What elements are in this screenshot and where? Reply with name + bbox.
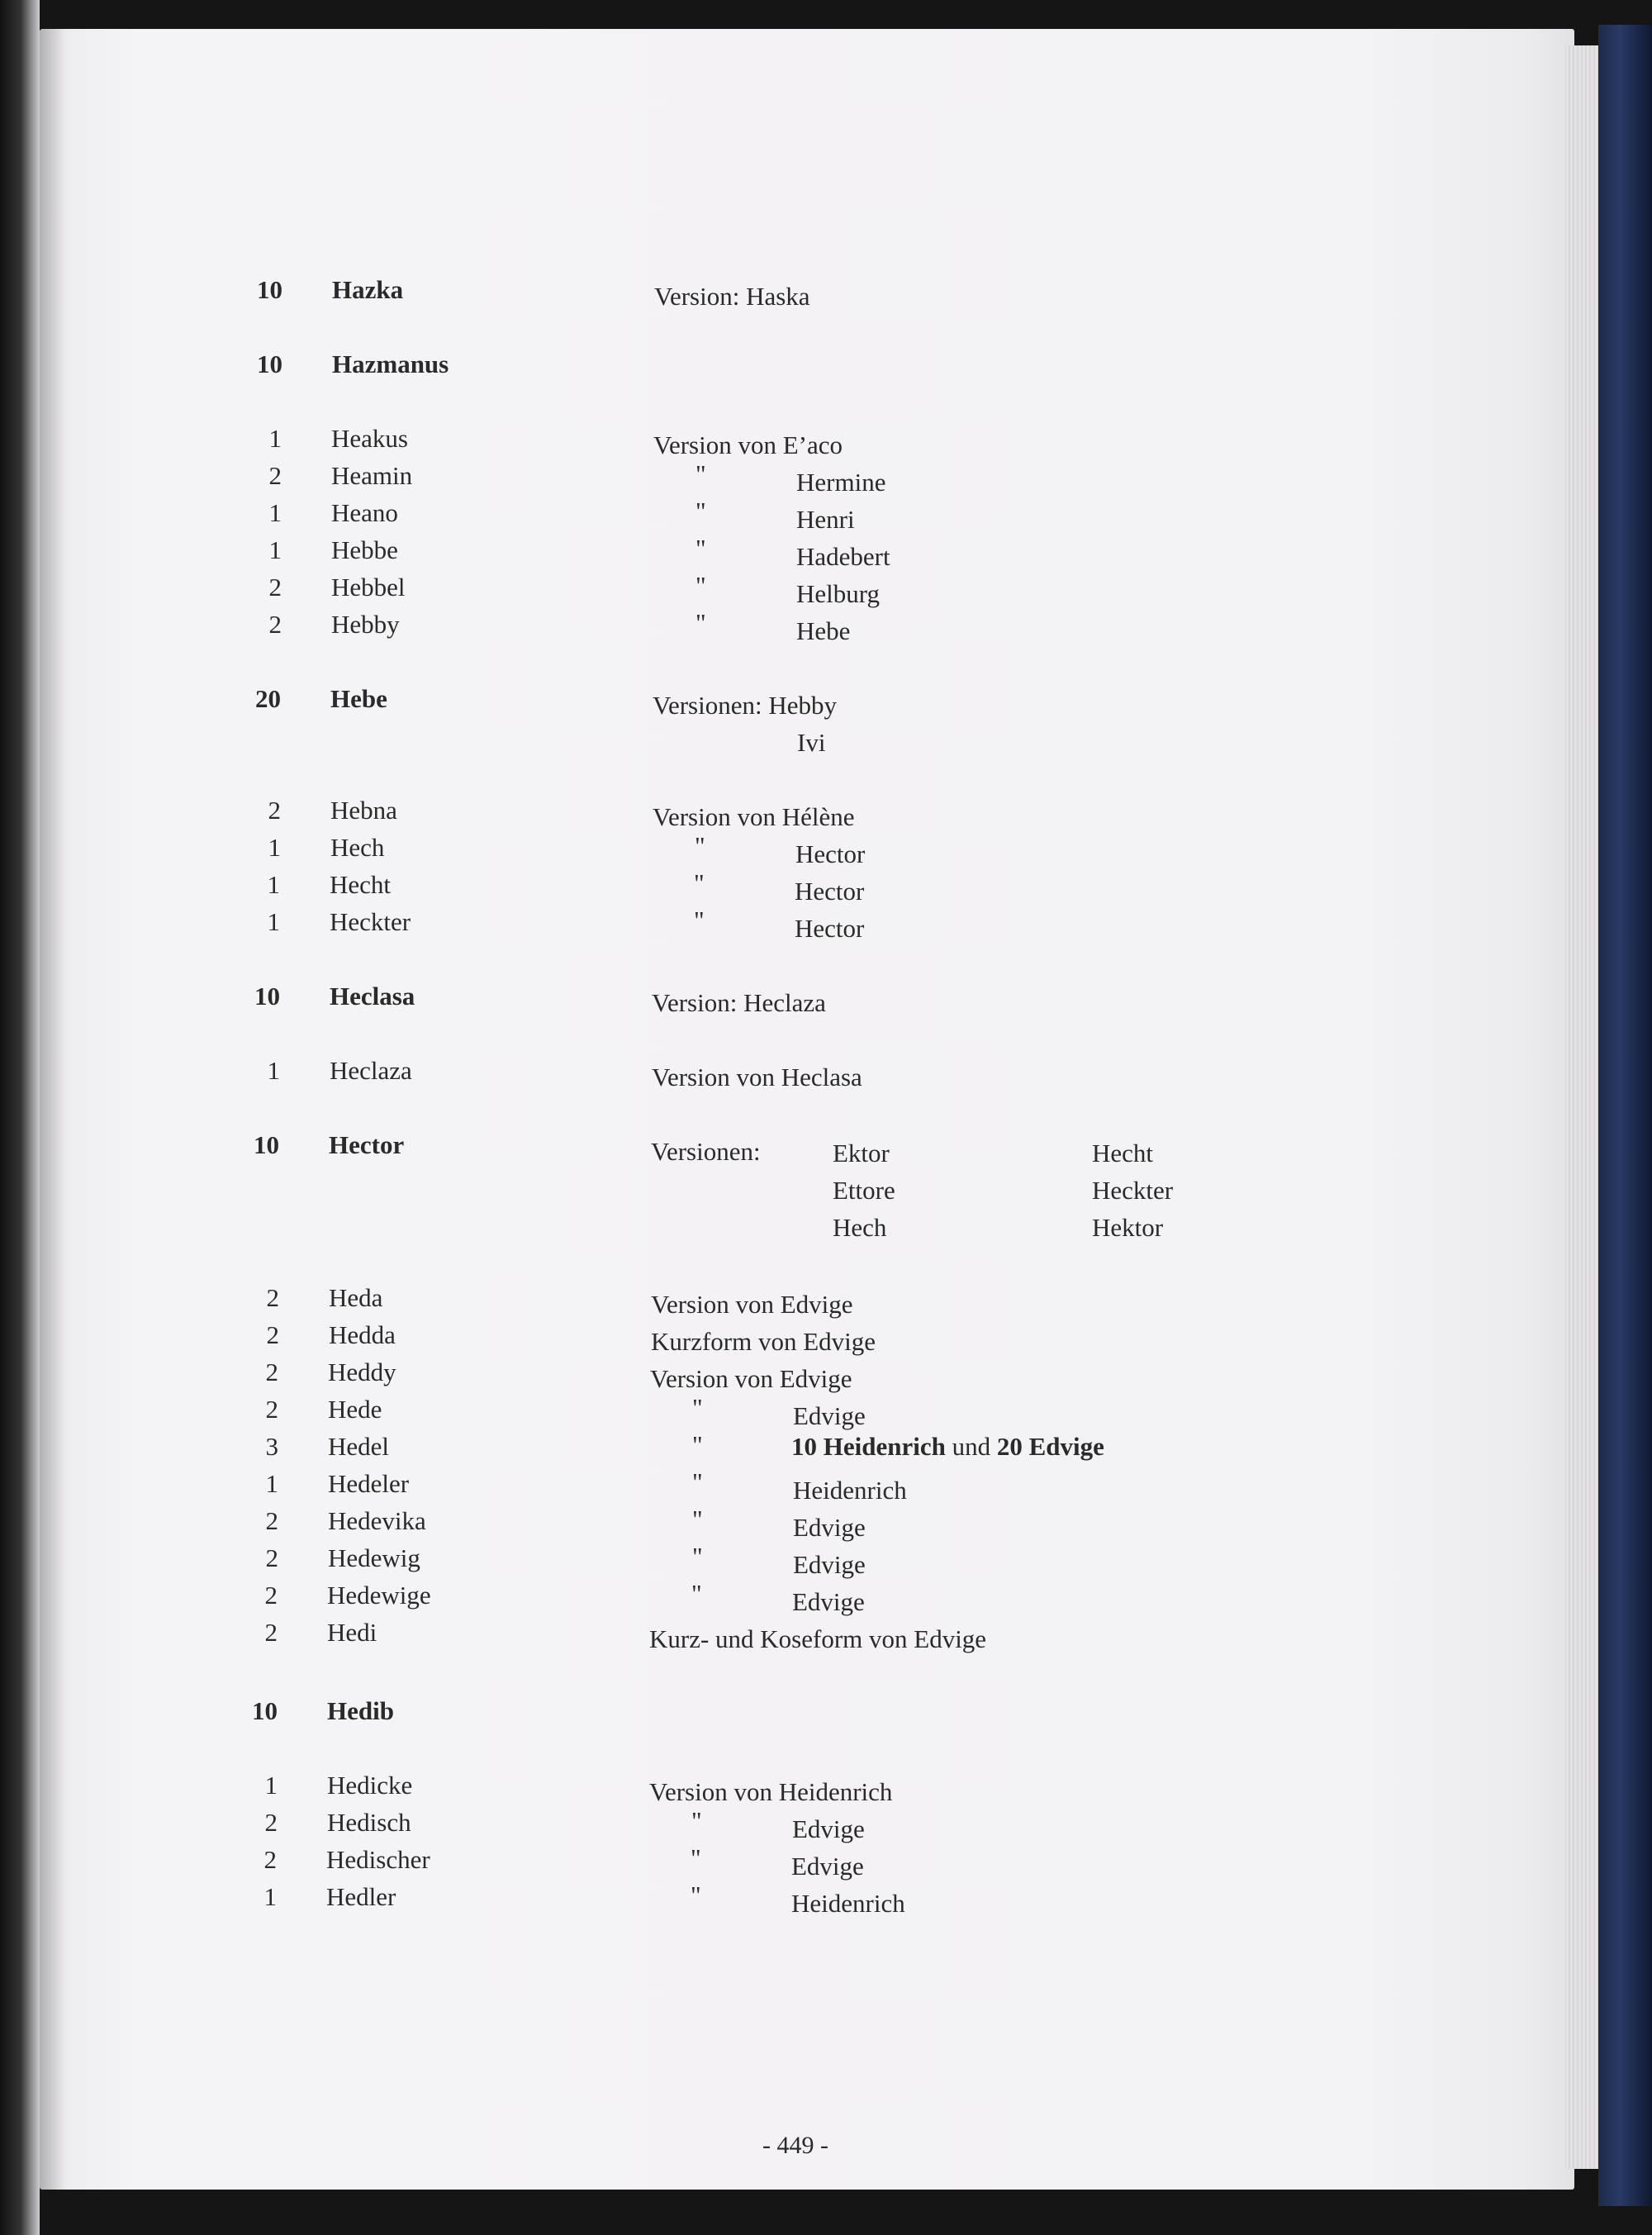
entry-name: Hede: [328, 1395, 382, 1424]
entry-name: Hedi: [327, 1618, 377, 1647]
entry-name: Hebbel: [331, 573, 406, 602]
entry-name: Heclaza: [330, 1056, 412, 1085]
entry-name: Hebby: [331, 610, 400, 639]
ditto-mark: ": [692, 1467, 703, 1496]
ditto-mark: ": [695, 534, 706, 563]
gutter-shadow: [40, 29, 64, 2190]
entry-count: 1: [265, 1469, 278, 1498]
ditto-mark: ": [694, 868, 705, 897]
entry-name: Hedisch: [327, 1808, 411, 1837]
entry-name: Hedewige: [327, 1581, 431, 1610]
entry-info: Henri: [796, 505, 855, 534]
entry-name: Hedeler: [328, 1469, 410, 1498]
entry-info: Version von Heclasa: [652, 1063, 862, 1091]
entry-name: Heano: [331, 498, 398, 527]
book-binding-left: [0, 0, 40, 2235]
hector-version-4: Hecht: [1092, 1139, 1154, 1167]
ditto-mark: ": [691, 1579, 702, 1608]
page-number: - 449 -: [762, 2132, 828, 2159]
entry-name: Hedel: [328, 1432, 390, 1461]
entry-name: Heamin: [331, 461, 413, 490]
entry-info: Version von Heidenrich: [649, 1777, 893, 1806]
entry-info: Edvige: [792, 1814, 865, 1843]
entry-info: Hermine: [796, 468, 886, 497]
entry-info: Version: Heclaza: [652, 988, 826, 1017]
entry-name: Hazmanus: [332, 350, 449, 378]
entry-count: 20: [255, 684, 281, 713]
ditto-mark: ": [695, 571, 706, 600]
entry-info: Version: Haska: [654, 282, 810, 311]
entry-name: Heda: [329, 1283, 383, 1312]
entry-count: 10: [252, 1696, 278, 1725]
entry-info: Edvige: [791, 1852, 864, 1881]
entry-info: Versionen:: [651, 1137, 761, 1166]
entry-count: 10: [257, 350, 282, 378]
ditto-mark: ": [694, 906, 705, 934]
entry-name: Hedevika: [328, 1506, 426, 1535]
ditto-mark: ": [695, 497, 706, 525]
entry-info: Hadebert: [796, 542, 890, 571]
entry-info: Edvige: [793, 1401, 866, 1430]
entry-info: Helburg: [796, 579, 881, 608]
page-edges: [1565, 45, 1598, 2169]
ditto-mark: ": [695, 459, 706, 488]
entry-name: Hecht: [330, 870, 392, 899]
entry-info: Hebe: [796, 616, 851, 645]
entry-count: 2: [264, 1618, 278, 1647]
entry-info: Version von Hélène: [653, 802, 855, 831]
hector-version-3: Hech: [833, 1213, 887, 1242]
ditto-mark: ": [691, 1843, 701, 1872]
entry-count: 1: [268, 498, 282, 527]
entry-count: 1: [268, 833, 281, 862]
entry-info: Edvige: [793, 1513, 866, 1542]
entry-count: 1: [268, 535, 282, 564]
hedel-detail-part1: 10 Heidenrich: [791, 1432, 946, 1461]
entry-count: 10: [254, 982, 280, 1011]
entry-count: 2: [266, 1320, 279, 1349]
entry-info: Edvige: [792, 1587, 865, 1616]
entry-count: 10: [257, 275, 282, 304]
entry-count: 1: [268, 424, 282, 453]
ditto-mark: ": [692, 1393, 703, 1422]
ditto-mark: ": [692, 1430, 703, 1459]
entry-count: 2: [263, 1845, 277, 1874]
entry-info: Heidenrich: [791, 1889, 905, 1918]
ditto-mark: ": [691, 1881, 701, 1909]
entry-count: 2: [265, 1506, 278, 1535]
hector-version-6: Hektor: [1092, 1213, 1164, 1242]
entry-name: Hedischer: [326, 1845, 430, 1874]
ditto-mark: ": [695, 608, 706, 637]
ditto-mark: ": [695, 831, 705, 860]
entry-info: Kurz- und Koseform von Edvige: [649, 1624, 987, 1653]
entry-info: Hector: [795, 877, 865, 906]
entry-info: Version von Edvige: [651, 1290, 853, 1319]
entry-count: 2: [265, 1543, 278, 1572]
entry-count: 2: [265, 1395, 278, 1424]
entry-name: Hector: [329, 1130, 405, 1159]
entry-count: 2: [266, 1283, 279, 1312]
entry-count: 2: [268, 796, 281, 825]
entry-name: Heckter: [330, 907, 411, 936]
ditto-mark: ": [692, 1505, 703, 1534]
entry-info: Version von E’aco: [653, 430, 843, 459]
entry-count: 1: [263, 1882, 277, 1911]
entry-name: Hech: [330, 833, 385, 862]
entry-name: Heclasa: [330, 982, 415, 1011]
entry-info: Hector: [795, 839, 866, 868]
entry-info: Edvige: [793, 1550, 866, 1579]
entry-info: Versionen: Hebby: [653, 691, 837, 720]
entry-name: Hebbe: [331, 535, 398, 564]
ditto-mark: ": [691, 1806, 702, 1835]
entry-count: 2: [268, 461, 282, 490]
book-cover-edge: [1598, 25, 1652, 2206]
entry-count: 2: [264, 1808, 278, 1837]
entry-name: Heakus: [331, 424, 408, 453]
entry-name: Heddy: [328, 1358, 396, 1386]
entry-name: Hazka: [332, 275, 404, 304]
entry-count: 1: [267, 1056, 280, 1085]
ditto-mark: ": [692, 1542, 703, 1571]
entry-info: Kurzform von Edvige: [651, 1327, 876, 1356]
entry-info: Hector: [795, 914, 865, 943]
entry-count: 1: [267, 907, 280, 936]
entry-name: Hebna: [330, 796, 397, 825]
entry-count: 1: [264, 1771, 278, 1800]
hector-version-2: Ettore: [833, 1176, 895, 1205]
hector-version-5: Heckter: [1092, 1176, 1174, 1205]
entry-info: Ivi: [797, 728, 826, 757]
entry-count: 3: [265, 1432, 278, 1461]
entry-count: 1: [267, 870, 280, 899]
entry-count: 2: [268, 610, 282, 639]
entry-info: Version von Edvige: [650, 1364, 852, 1393]
entry-count: 2: [264, 1581, 278, 1610]
entry-count: 2: [265, 1358, 278, 1386]
hedel-detail: [791, 1434, 1104, 1459]
hedel-detail-part2: 20 Edvige: [996, 1432, 1104, 1461]
hedel-detail-joiner: und: [952, 1432, 991, 1461]
entry-name: Hedewig: [328, 1543, 420, 1572]
entry-name: Hedib: [327, 1696, 394, 1725]
entry-name: Hebe: [330, 684, 387, 713]
entry-count: 2: [268, 573, 282, 602]
entry-count: 10: [254, 1130, 279, 1159]
entry-name: Hedicke: [327, 1771, 413, 1800]
entry-info: Heidenrich: [793, 1476, 907, 1505]
entry-name: Hedda: [329, 1320, 396, 1349]
entry-name: Hedler: [326, 1882, 396, 1911]
hector-version-1: Ektor: [833, 1139, 890, 1167]
